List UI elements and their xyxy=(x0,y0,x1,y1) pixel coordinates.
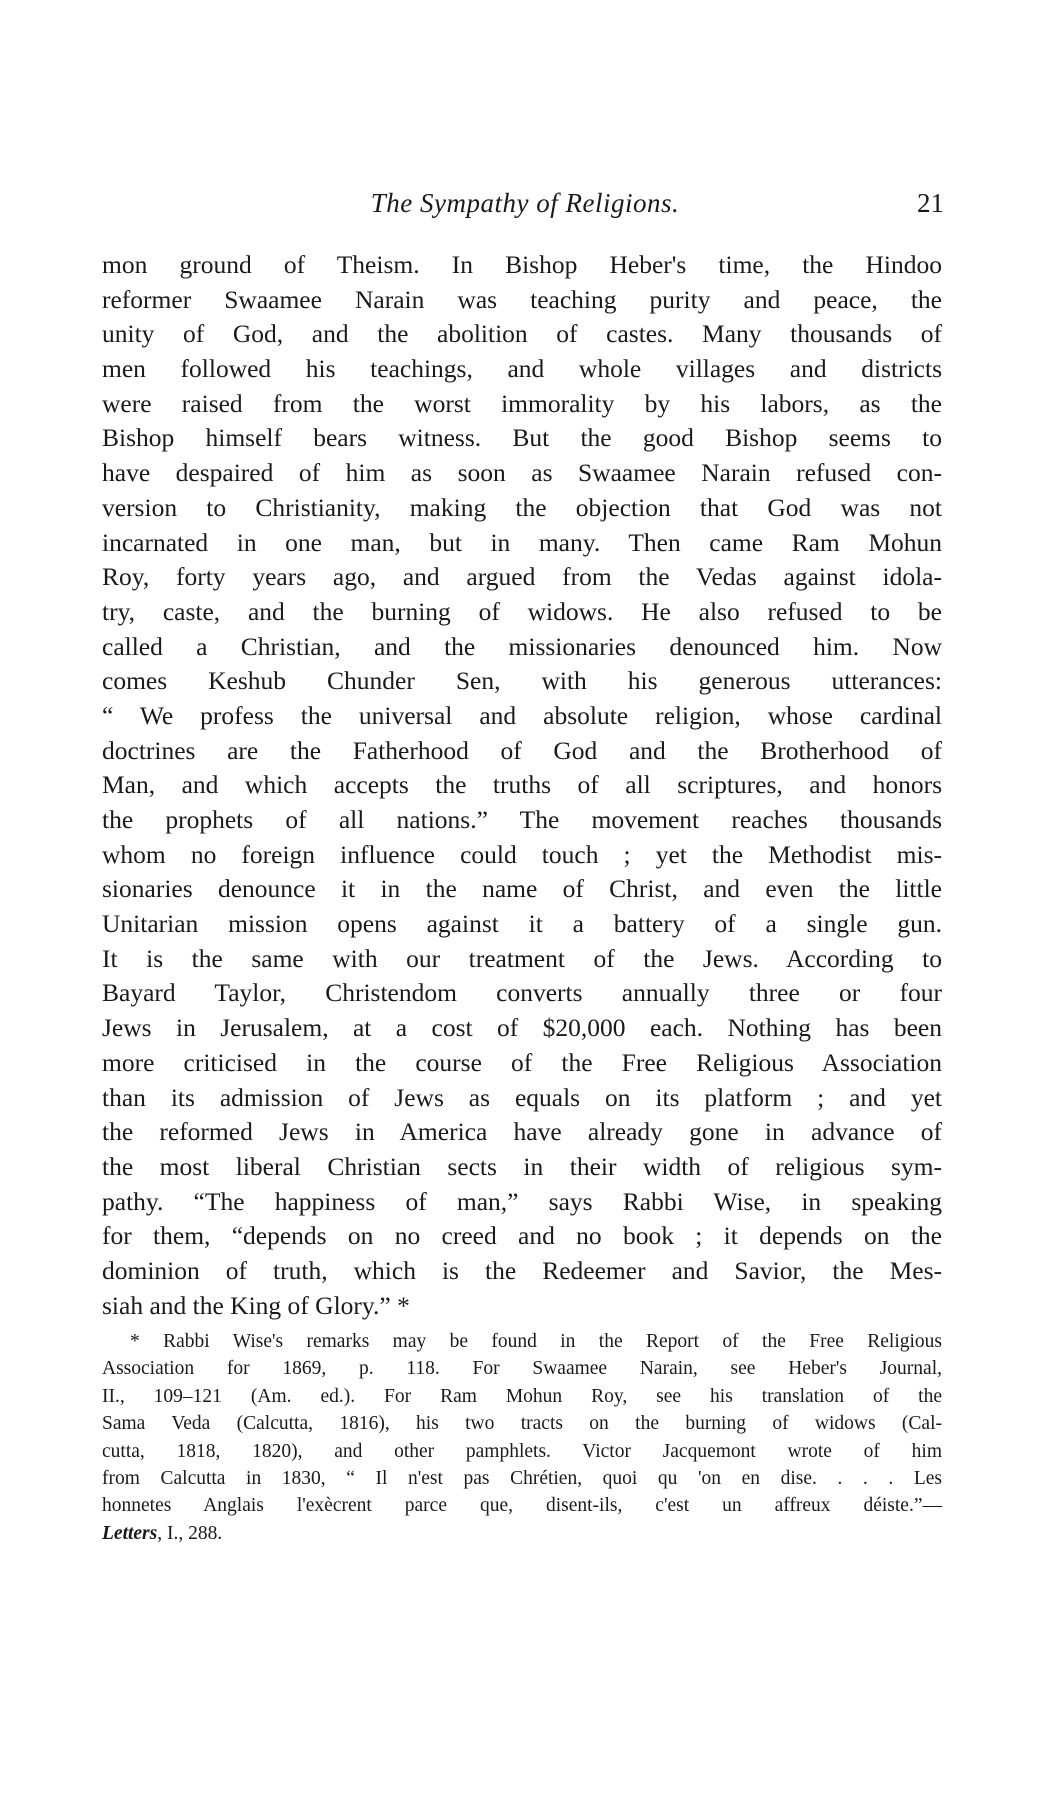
citation-title: Letters xyxy=(102,1522,158,1544)
text-line: have despaired of him as soon as Swaamee Narain refused con- xyxy=(102,458,942,488)
body-paragraph xyxy=(102,248,942,1323)
footnote xyxy=(102,1328,942,1547)
text-line: unity of God, and the abolition of castes. Many thousands of xyxy=(102,319,942,349)
text-line: called a Christian, and the missionaries denounced him. Now xyxy=(102,631,942,661)
footnote-citation xyxy=(102,1520,942,1547)
text-line: “ We profess the universal and absolute religion, whose cardinal xyxy=(102,700,942,730)
text-line: siah and the King of Glory.” * xyxy=(102,1290,410,1320)
text-line: dominion of truth, which is the Redeemer and Savior, the Mes- xyxy=(102,1255,942,1285)
text-line: doctrines are the Fatherhood of God and the Brotherhood of xyxy=(102,735,942,765)
text-line: the most liberal Christian sects in their width of religious sym- xyxy=(102,1151,942,1181)
text-line: Bayard Taylor, Christendom converts annually three or four xyxy=(102,978,942,1008)
footnote-line: * Rabbi Wise's remarks may be found in the Report of the Free Religious xyxy=(130,1331,942,1352)
text-line: pathy. “The happiness of man,” says Rabbi Wise, in speaking xyxy=(102,1186,942,1216)
text-line: Jews in Jerusalem, at a cost of $20,000 each. Nothing has been xyxy=(102,1013,942,1043)
footnote-line: Association for 1869, p. 118. For Swaamee Narain, see Heber's Journal, xyxy=(102,1358,942,1380)
text-line: It is the same with our treatment of the Jews. According to xyxy=(102,943,942,973)
text-line: Roy, forty years ago, and argued from the Vedas against idola- xyxy=(102,562,942,592)
text-line: Unitarian mission opens against it a battery of a single gun. xyxy=(102,909,942,939)
text-line: Bishop himself bears witness. But the good Bishop seems to xyxy=(102,423,942,453)
text-line: were raised from the worst immorality by his labors, as the xyxy=(102,388,942,418)
citation-reference: , I., 288. xyxy=(157,1522,223,1544)
text-line: more criticised in the course of the Free Religious Association xyxy=(102,1047,942,1077)
text-line: try, caste, and the burning of widows. He also refused to be xyxy=(102,596,942,626)
text-line: sionaries denounce it in the name of Christ, and even the little xyxy=(102,874,942,904)
text-line: for them, “depends on no creed and no book ; it depends on the xyxy=(102,1221,942,1251)
text-line: men followed his teachings, and whole villages and districts xyxy=(102,354,942,384)
running-head xyxy=(100,188,950,228)
text-line: Man, and which accepts the truths of all scriptures, and honors xyxy=(102,770,942,800)
running-title: The Sympathy of Religions. xyxy=(370,188,680,218)
text-line: than its admission of Jews as equals on its platform ; and yet xyxy=(102,1082,942,1112)
text-line: whom no foreign influence could touch ; yet the Methodist mis- xyxy=(102,839,942,869)
page-number: 21 xyxy=(917,188,944,218)
text-line: the prophets of all nations.” The movement reaches thousands xyxy=(102,805,942,834)
footnote-line: from Calcutta in 1830, “ Il n'est pas Chrétien, quoi qu 'on en dise. . . . Les xyxy=(102,1467,942,1489)
text-line: mon ground of Theism. In Bishop Heber's time, the Hindoo xyxy=(102,250,942,279)
footnote-line: honnetes Anglais l'exècrent parce que, disent-ils, c'est un affreux déiste.”— xyxy=(102,1495,942,1517)
footnote-line: Sama Veda (Calcutta, 1816), his two tracts on the burning of widows (Cal- xyxy=(102,1413,942,1435)
text-line: the reformed Jews in America have already gone in advance of xyxy=(102,1117,942,1147)
text-line: incarnated in one man, but in many. Then came Ram Mohun xyxy=(102,527,942,557)
text-line: comes Keshub Chunder Sen, with his generous utterances: xyxy=(102,666,942,696)
text-line: version to Christianity, making the objection that God was not xyxy=(102,492,942,522)
text-line: reformer Swaamee Narain was teaching purity and peace, the xyxy=(102,284,942,314)
footnote-line: cutta, 1818, 1820), and other pamphlets. Victor Jacquemont wrote of him xyxy=(102,1440,942,1462)
footnote-line: II., 109–121 (Am. ed.). For Ram Mohun Roy, see his translation of the xyxy=(102,1385,942,1407)
